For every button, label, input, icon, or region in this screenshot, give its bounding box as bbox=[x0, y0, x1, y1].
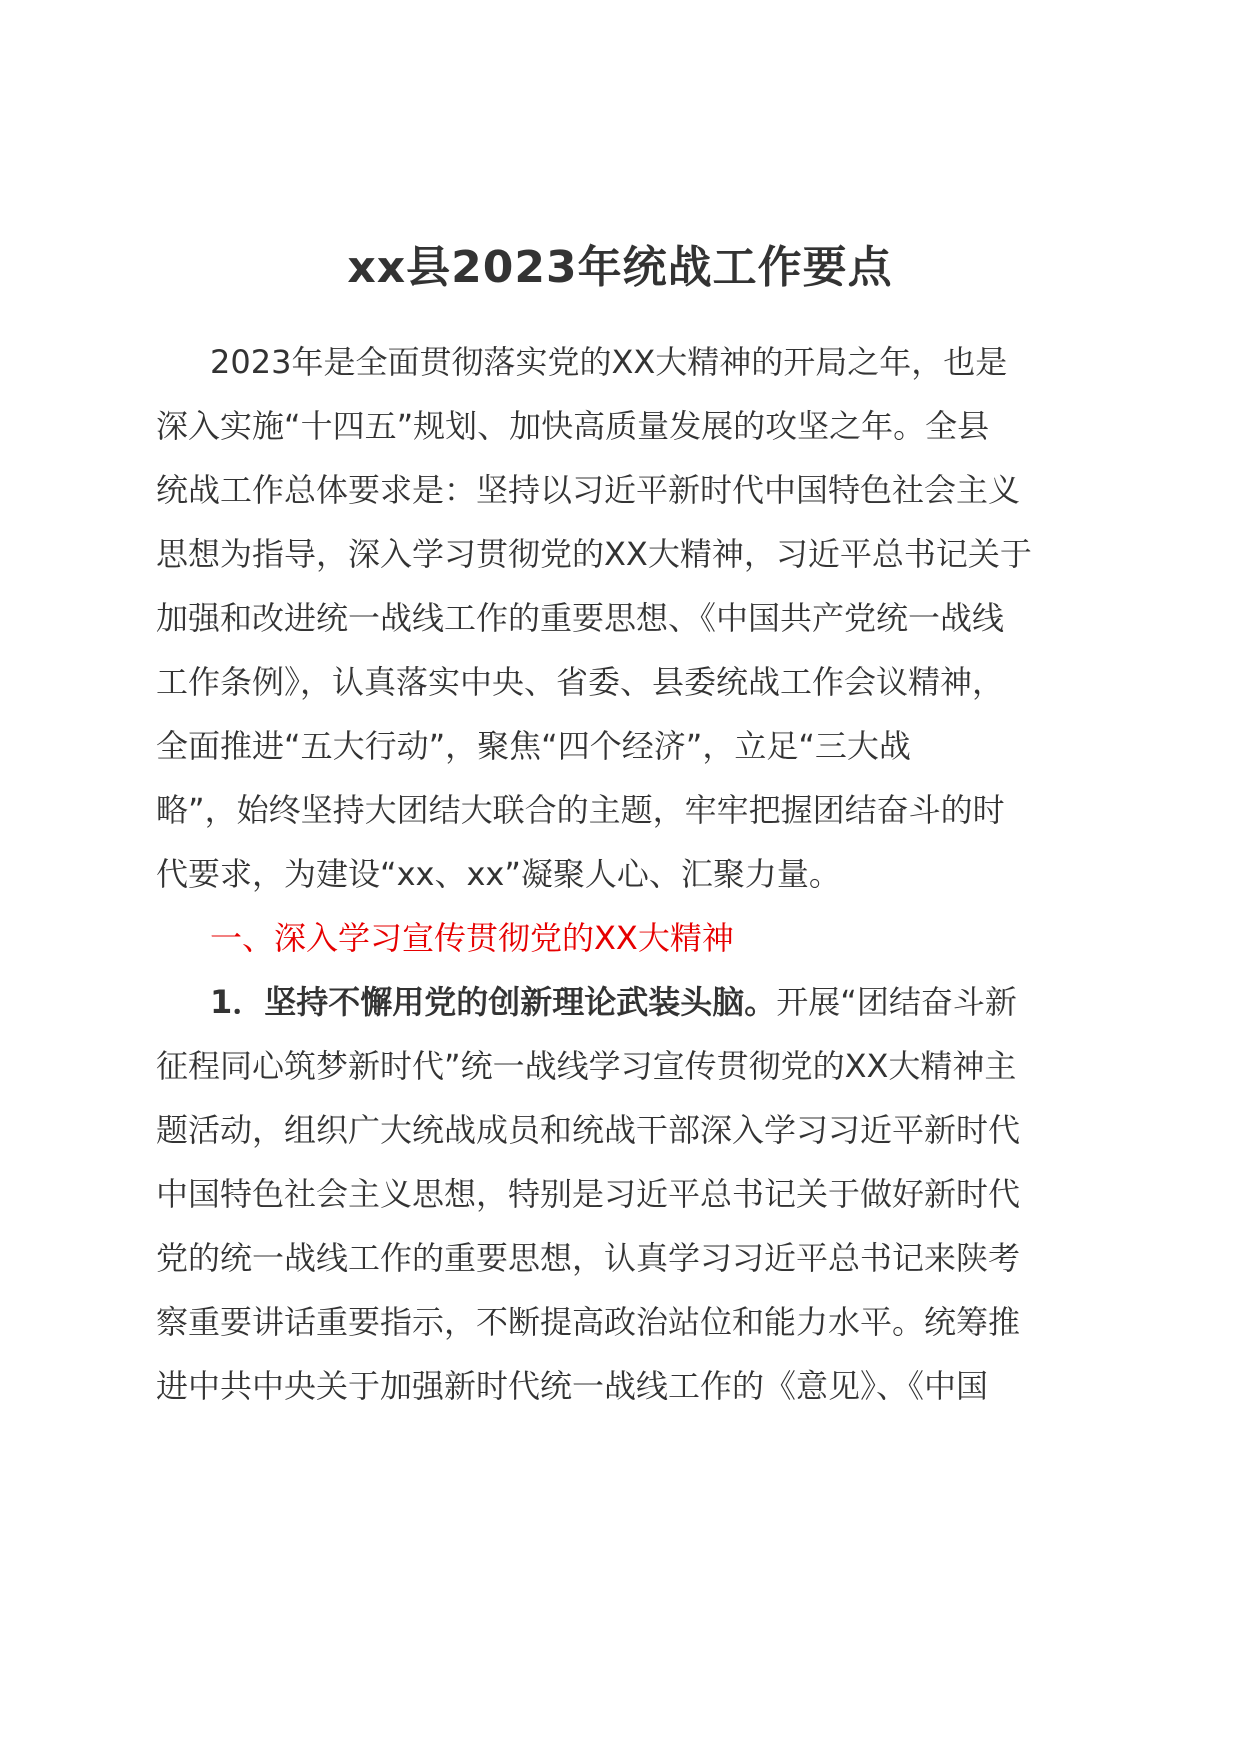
section-heading: 一、深入学习宣传贯彻党的XX大精神 bbox=[210, 919, 734, 957]
intro-line-5: 加强和改进统一战线工作的重要思想、《中国共产党统一战线 bbox=[156, 599, 1005, 637]
item-1-line-5: 党的统一战线工作的重要思想，认真学习习近平总书记来陕考 bbox=[156, 1239, 1021, 1277]
intro-line-3: 统战工作总体要求是：坚持以习近平新时代中国特色社会主义 bbox=[156, 471, 1021, 509]
intro-line-6: 工作条例》，认真落实中央、省委、县委统战工作会议精神， bbox=[156, 663, 1005, 701]
intro-line-2: 深入实施“十四五”规划、加快高质量发展的攻坚之年。全县 bbox=[156, 407, 990, 445]
intro-line-7: 全面推进“五大行动”，聚焦“四个经济”，立足“三大战 bbox=[156, 727, 911, 765]
item-1-line-3: 题活动，组织广大统战成员和统战干部深入学习习近平新时代 bbox=[156, 1111, 1021, 1149]
intro-line-1: 2023年是全面贯彻落实党的XX大精神的开局之年，也是 bbox=[210, 343, 1008, 381]
intro-line-9: 代要求，为建设“xx、xx”凝聚人心、汇聚力量。 bbox=[156, 855, 841, 893]
item-1-first-line bbox=[210, 972, 1017, 1032]
item-1-lead: 1．坚持不懈用党的创新理论武装头脑。 bbox=[210, 983, 777, 1021]
item-1-line-6: 察重要讲话重要指示，不断提高政治站位和能力水平。统筹推 bbox=[156, 1303, 1021, 1341]
item-1-line-7: 进中共中央关于加强新时代统一战线工作的《意见》、《中国 bbox=[156, 1367, 989, 1405]
item-1-line-2: 征程同心筑梦新时代”统一战线学习宣传贯彻党的XX大精神主 bbox=[156, 1047, 1017, 1085]
document-title: xx县2023年统战工作要点 bbox=[347, 242, 893, 293]
intro-line-8: 略”，始终坚持大团结大联合的主题，牢牢把握团结奋斗的时 bbox=[156, 791, 1005, 829]
intro-line-4: 思想为指导，深入学习贯彻党的XX大精神，习近平总书记关于 bbox=[156, 535, 1032, 573]
item-1-first-rest: 开展“团结奋斗新 bbox=[776, 983, 1017, 1021]
item-1-line-4: 中国特色社会主义思想，特别是习近平总书记关于做好新时代 bbox=[156, 1175, 1021, 1213]
